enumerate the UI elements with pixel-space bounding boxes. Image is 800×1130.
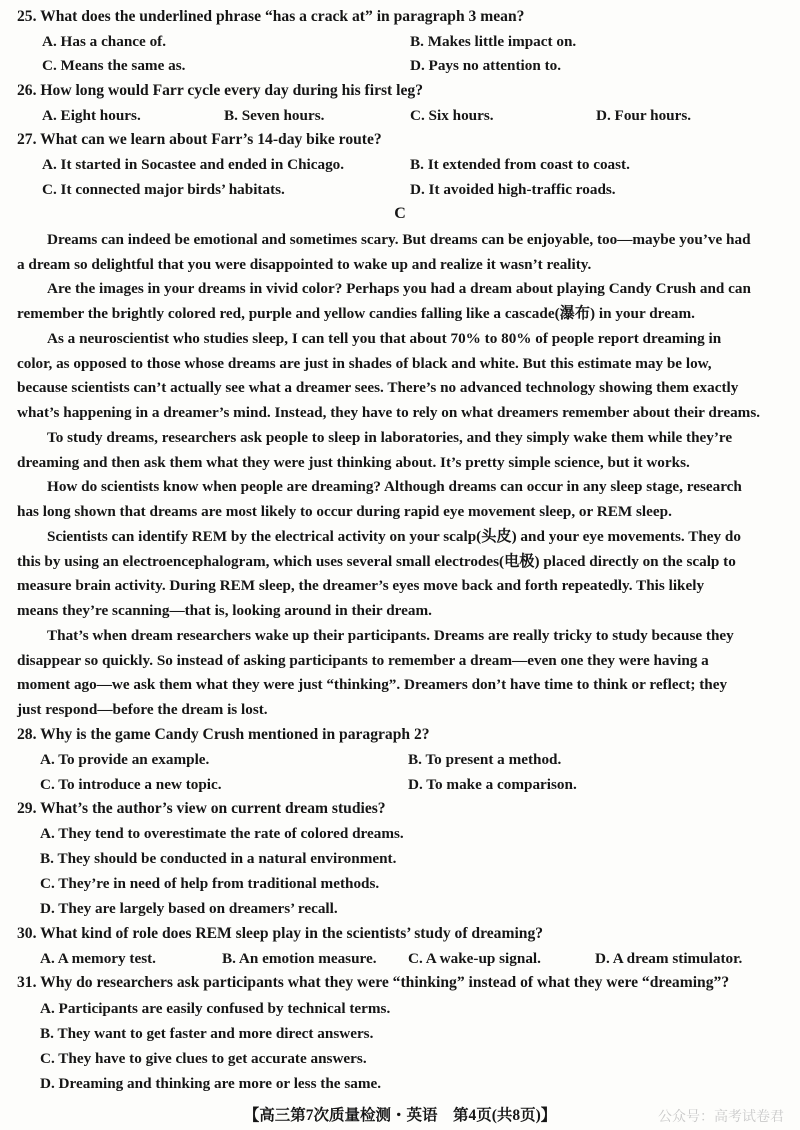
- question-31-option-c: C. They have to give clues to get accurate answers.: [40, 1050, 367, 1067]
- passage-line: this by using an electroencephalogram, which uses several small electrodes(电极) placed directly on the scalp to: [17, 552, 736, 570]
- question-30-option-d: D. A dream stimulator.: [595, 950, 743, 967]
- question-26-option-a: A. Eight hours.: [42, 107, 141, 124]
- passage-paragraph-2: [17, 277, 783, 326]
- question-30-option-b: B. An emotion measure.: [222, 950, 377, 967]
- question-25-option-d: D. Pays no attention to.: [410, 57, 562, 74]
- question-31-option-d: D. Dreaming and thinking are more or less the same.: [40, 1075, 382, 1092]
- passage-line: That’s when dream researchers wake up their participants. Dreams are really tricky to study because they: [47, 627, 734, 644]
- passage-line: has long shown that dreams are most likely to occur during rapid eye movement sleep, or REM sleep.: [17, 502, 672, 520]
- passage-line: means they’re scanning—that is, looking around in their dream.: [17, 601, 432, 619]
- passage-line: Are the images in your dreams in vivid color? Perhaps you had a dream about playing Candy Crush and can: [47, 280, 751, 297]
- passage-line: How do scientists know when people are dreaming? Although dreams can occur in any sleep stage, research: [47, 478, 742, 495]
- section-heading-c: C: [394, 205, 406, 222]
- passage-line: a dream so delightful that you were disappointed to wake up and realize it wasn’t reality.: [17, 255, 592, 273]
- question-31-option-a: A. Participants are easily confused by technical terms.: [40, 1000, 391, 1017]
- question-29-option-c: C. They’re in need of help from traditional methods.: [40, 875, 380, 892]
- passage-line: To study dreams, researchers ask people to sleep in laboratories, and they simply wake them while they’re: [47, 429, 733, 446]
- passage-line: remember the brightly colored red, purple and yellow candies falling like a cascade(瀑布) in your dream.: [17, 304, 695, 322]
- question-29-option-b: B. They should be conducted in a natural environment.: [40, 850, 397, 867]
- passage-paragraph-6: [17, 525, 783, 623]
- passage-line: disappear so quickly. So instead of asking participants to remember a dream—even one they were having a: [17, 651, 709, 669]
- question-25-option-c: C. Means the same as.: [42, 57, 186, 74]
- passage-line: dreaming and then ask them what they were just thinking about. It’s pretty simple science, but it works.: [17, 453, 690, 471]
- question-26-option-d: D. Four hours.: [596, 107, 692, 124]
- watermark: 公众号：高考试卷君: [658, 1109, 784, 1125]
- question-26-option-c: C. Six hours.: [410, 107, 494, 124]
- question-31-stem: 31. Why do researchers ask participants what they were “thinking” instead of what they were “dreaming”?: [17, 974, 730, 991]
- question-27-option-a: A. It started in Socastee and ended in Chicago.: [42, 156, 345, 173]
- passage-line: Dreams can indeed be emotional and sometimes scary. But dreams can be enjoyable, too—maybe you’ve had: [47, 231, 751, 248]
- question-27-option-b: B. It extended from coast to coast.: [410, 156, 630, 173]
- question-28-option-d: D. To make a comparison.: [408, 776, 577, 793]
- passage-line: measure brain activity. During REM sleep, the dreamer’s eyes move back and forth repeatedly. This likely: [17, 577, 705, 595]
- question-30-option-c: C. A wake-up signal.: [408, 950, 541, 967]
- passage-paragraph-3: [17, 327, 783, 425]
- passage-line: because scientists can’t actually see what a dreamer sees. There’s no advanced technology showing them exactly: [17, 379, 739, 397]
- passage-line: Scientists can identify REM by the electrical activity on your scalp(头皮) and your eye movements. They do: [47, 528, 741, 545]
- passage-line: moment ago—we ask them what they were just “thinking”. Dreamers don’t have time to think or reflect; they: [17, 676, 728, 694]
- passage-paragraph-5: [17, 475, 783, 524]
- passage-paragraph-7: [17, 624, 783, 722]
- question-30-option-a: A. A memory test.: [40, 950, 156, 967]
- question-27-option-c: C. It connected major birds’ habitats.: [42, 181, 285, 198]
- question-26-option-b: B. Seven hours.: [224, 107, 325, 124]
- question-29-stem: 29. What’s the author’s view on current dream studies?: [17, 800, 386, 817]
- question-26-stem: 26. How long would Farr cycle every day during his first leg?: [17, 82, 423, 99]
- passage-line: what’s happening in a dreamer’s mind. Instead, they have to rely on what dreamers remember about their dreams.: [17, 403, 761, 421]
- question-29-option-a: A. They tend to overestimate the rate of colored dreams.: [40, 825, 404, 842]
- passage-line: color, as opposed to those whose dreams are just in shades of black and white. But this estimate may be low,: [17, 354, 712, 372]
- passage-paragraph-1: [17, 228, 783, 277]
- question-28-option-c: C. To introduce a new topic.: [40, 776, 222, 793]
- question-31-option-b: B. They want to get faster and more direct answers.: [40, 1025, 374, 1042]
- passage-paragraph-4: [17, 426, 783, 475]
- question-25-option-b: B. Makes little impact on.: [410, 33, 577, 50]
- question-27-option-d: D. It avoided high-traffic roads.: [410, 181, 616, 198]
- question-28-stem: 28. Why is the game Candy Crush mentioned in paragraph 2?: [17, 726, 430, 743]
- question-25-option-a: A. Has a chance of.: [42, 33, 167, 50]
- question-25-stem: 25. What does the underlined phrase “has a crack at” in paragraph 3 mean?: [17, 8, 525, 25]
- question-28-option-a: A. To provide an example.: [40, 751, 210, 768]
- question-30-stem: 30. What kind of role does REM sleep play in the scientists’ study of dreaming?: [17, 925, 544, 942]
- passage-line: just respond—before the dream is lost.: [17, 700, 268, 718]
- question-27-stem: 27. What can we learn about Farr’s 14-day bike route?: [17, 131, 382, 148]
- page-footer: 【高三第7次质量检测・英语 第4页(共8页)】: [243, 1107, 557, 1124]
- question-28-option-b: B. To present a method.: [408, 751, 562, 768]
- question-29-option-d: D. They are largely based on dreamers’ recall.: [40, 900, 338, 917]
- passage-line: As a neuroscientist who studies sleep, I can tell you that about 70% to 80% of people report dreaming in: [47, 330, 722, 347]
